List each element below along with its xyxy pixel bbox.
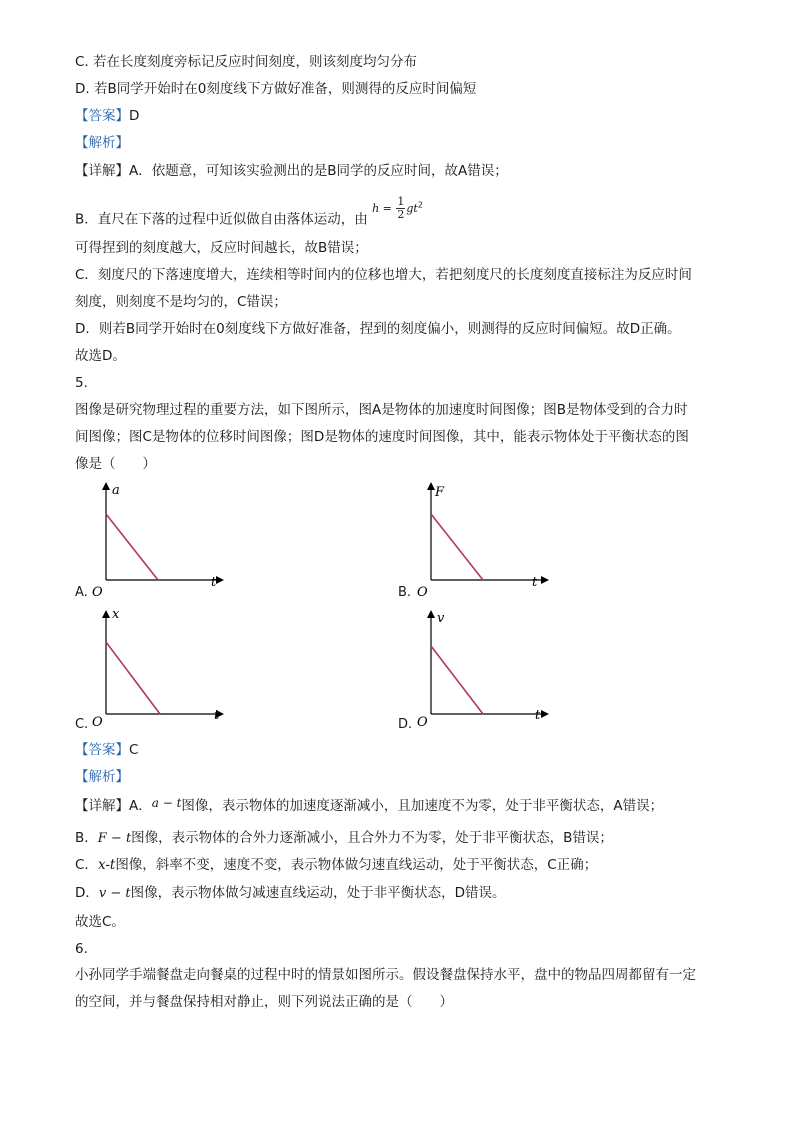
graph-line	[106, 514, 158, 580]
y-axis-label: v	[437, 611, 445, 626]
q6-stem-line2: 的空间，并与餐盘保持相对静止，则下列说法正确的是（ ）	[75, 994, 453, 1010]
q4-detail-c-line1: C．刻度尺的下落速度增大，连续相等时间内的位移也增大，若把刻度尺的长度刻度直接标注为反应时间	[75, 267, 692, 283]
y-axis-arrow-icon	[102, 610, 110, 618]
y-axis-arrow-icon	[427, 482, 435, 490]
origin-label: O	[417, 715, 428, 728]
x-axis-arrow-icon	[216, 576, 224, 584]
origin-label: O	[92, 585, 103, 600]
graph-d-option: D.	[398, 717, 413, 732]
graph-a	[70, 478, 230, 600]
q4-detail-a	[75, 162, 508, 180]
answer-label: 【答案】	[75, 742, 129, 758]
q5-detail-b: B．F − t图像，表示物体的合外力逐渐减小，且合外力不为零，处于非平衡状态，B错误；	[75, 830, 613, 846]
q5-stem-line3: 像是（ ）	[75, 456, 156, 472]
graph-line	[431, 646, 483, 714]
answer-value: C	[129, 742, 139, 758]
x-axis-label: t	[211, 575, 217, 590]
graph-line	[106, 642, 160, 714]
q5-detail-c: C．x-t图像，斜率不变，速度不变，表示物体做匀速直线运动，处于平衡状态，C正确；	[75, 857, 598, 873]
x-axis-label: t	[214, 708, 220, 723]
q4-answer	[75, 107, 139, 125]
graph-line	[431, 514, 483, 580]
q4-detail-c-line2: 刻度，则刻度不是均匀的，C错误；	[75, 294, 287, 310]
q4-conclusion: 故选D。	[75, 348, 126, 364]
f-t-symbol: F − t	[97, 831, 132, 846]
q5-analysis-label: 【解析】	[75, 769, 129, 785]
y-axis-label: a	[112, 483, 120, 498]
q5-stem-line1: 图像是研究物理过程的重要方法，如下图所示，图A是物体的加速度时间图像；图B是物体受到的合力时	[75, 402, 688, 418]
origin-label: O	[417, 585, 428, 600]
q4-option-d: D. 若B同学开始时在0刻度线下方做好准备，则测得的反应时间偏短	[75, 81, 477, 97]
answer-label: 【答案】	[75, 108, 129, 124]
q6-number: 6.	[75, 941, 88, 957]
q4-detail-b	[75, 195, 423, 235]
graph-b-option: B.	[398, 585, 412, 600]
x-axis-label: t	[535, 708, 541, 723]
x-t-symbol: x-t	[97, 857, 116, 873]
detail-b-text: B．直尺在下落的过程中近似做自由落体运动，由	[75, 211, 368, 228]
v-t-symbol: v − t	[98, 886, 131, 901]
graph-a-option: A.	[75, 585, 88, 600]
detail-label: 【详解】	[75, 163, 129, 179]
origin-label: O	[92, 715, 103, 728]
free-fall-formula: h = 1 2 gt2	[372, 195, 423, 222]
y-axis-label: x	[112, 607, 120, 622]
y-axis-arrow-icon	[427, 610, 435, 618]
a-t-symbol: a − t	[151, 796, 182, 810]
q4-detail-b-cont: 可得捏到的刻度越大，反应时间越长，故B错误；	[75, 240, 368, 256]
q6-stem-line1: 小孙同学手端餐盘走向餐桌的过程中时的情景如图所示。假设餐盘保持水平，盘中的物品四周都留有一定	[75, 967, 696, 983]
x-axis-label: t	[532, 575, 538, 590]
answer-value: D	[129, 108, 140, 124]
q4-detail-d: D．则若B同学开始时在0刻度线下方做好准备，捏到的刻度偏小，则测得的反应时间偏短。故D正确。	[75, 321, 681, 337]
graph-c	[70, 604, 230, 728]
q5-conclusion: 故选C。	[75, 914, 125, 930]
q5-detail-a: 【详解】A．a − t图像，表示物体的加速度逐渐减小，且加速度不为零，处于非平衡状态，A错误；	[75, 796, 664, 814]
x-axis-arrow-icon	[541, 710, 549, 718]
y-axis-arrow-icon	[102, 482, 110, 490]
graph-d	[395, 604, 555, 728]
q4-option-c: C. 若在长度刻度旁标记反应时间刻度，则该刻度均匀分布	[75, 54, 418, 70]
y-axis-label: F	[435, 485, 445, 500]
q4-analysis-label: 【解析】	[75, 135, 129, 151]
detail-a-text: A．依题意，可知该实验测出的是B同学的反应时间，故A错误；	[129, 163, 508, 179]
graph-b	[395, 478, 555, 600]
graph-c-option: C.	[75, 717, 89, 732]
detail-label: 【详解】	[75, 798, 129, 814]
q5-stem-line2: 间图像；图C是物体的位移时间图像；图D是物体的速度时间图像，其中，能表示物体处于平衡状态的图	[75, 429, 689, 445]
q5-number: 5.	[75, 375, 88, 391]
x-axis-arrow-icon	[541, 576, 549, 584]
q5-answer	[75, 741, 138, 759]
q5-detail-d: D．v − t图像，表示物体做匀减速直线运动，处于非平衡状态，D错误。	[75, 885, 506, 901]
